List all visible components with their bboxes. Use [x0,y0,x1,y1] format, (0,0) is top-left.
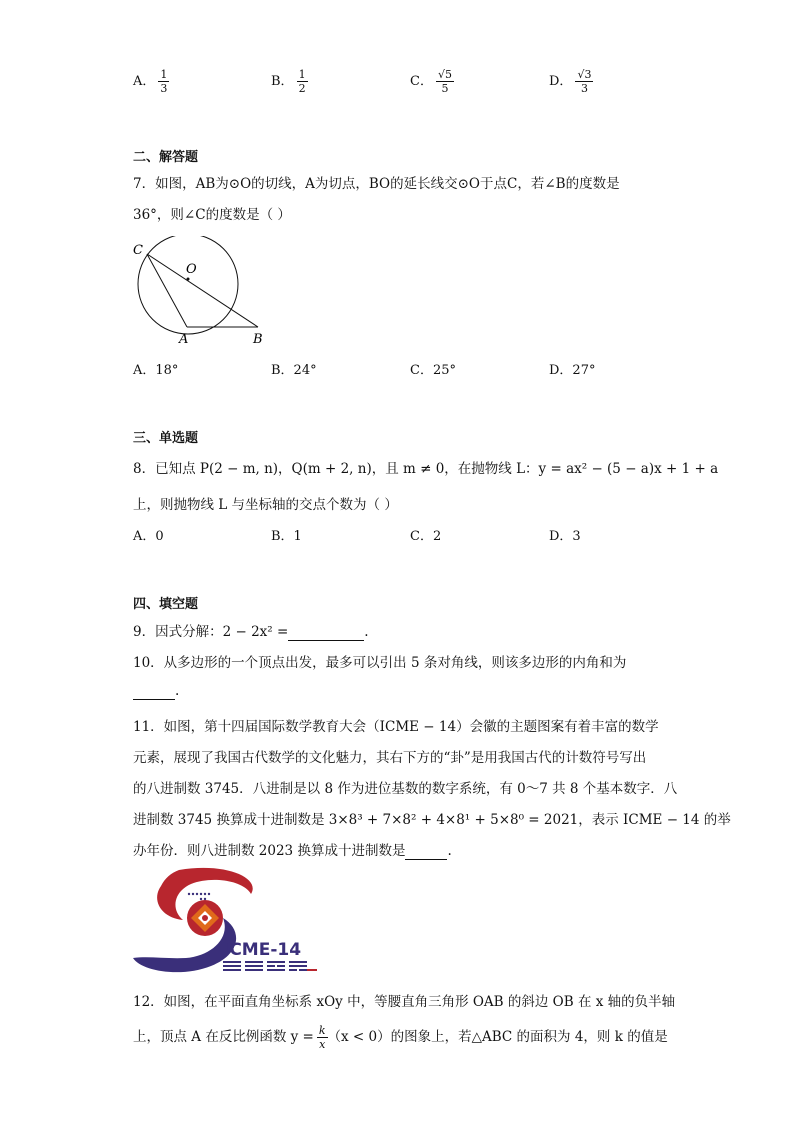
q7-option-c: C．25° [410,363,456,378]
q7-line-2: 36°，则∠C的度数是（ ） [133,207,291,223]
q8-line-1: 8．已知点 P(2 − m, n)，Q(m + 2, n)，且 m ≠ 0，在抛物线 L：y = ax² − (5 − a)x + 1 + a [133,461,719,477]
q11-line-2: 元素，展现了我国古代数学的文化魅力，其右下方的“卦”是用我国古代的计数符号写出 [133,750,647,766]
q10-answer-blank[interactable] [133,683,175,700]
label-b: B [253,332,263,347]
q11-line-5: 办年份．则八进制数 2023 换算成十进制数是 . [133,843,452,859]
q11-line-4: 进制数 3745 换算成十进制数是 3×8³ + 7×8² + 4×8¹ + 5×8⁰ = 2021，表示 ICME − 14 的举 [133,812,731,828]
q11-line-3: 的八进制数 3745．八进制是以 8 作为进位基数的数字系统，有 0～7 共 8 个基本数字．八 [133,781,678,797]
q8-option-a: A．0 [133,529,164,544]
label-a: A [179,332,189,347]
q8-line-2: 上，则抛物线 L 与坐标轴的交点个数为（ ） [133,497,398,513]
q6-option-c: C． $\frac{√5}{5}$ [410,68,452,95]
section-title-2: 二、解答题 [133,150,199,165]
line-cb [147,254,258,327]
q7-circle-figure [128,236,268,348]
q6-option-b: B． $\frac{1}{2}$ [271,68,306,95]
icme-14-logo [131,866,321,976]
q7-option-d: D．27° [549,363,596,378]
q8-option-b: B．1 [271,529,302,544]
section-title-3: 三、单选题 [133,431,199,446]
logo-red-rod [307,969,317,971]
q8-option-c: C．2 [410,529,442,544]
q10-line-1: 10．从多边形的一个顶点出发，最多可以引出 5 条对角线，则该多边形的内角和为 [133,655,627,671]
q7-option-b: B．24° [271,363,317,378]
q7-line-1: 7．如图，AB为⊙O的切线，A为切点，BO的延长线交⊙O于点C，若∠B的度数是 [133,176,620,192]
label-c: C [133,243,143,258]
circle-o [138,236,238,334]
q12-line-2: 上，顶点 A 在反比例函数 y = $\frac{k}{x}$ （x < 0）的图象上，若△ABC 的面积为 4，则 k 的值是 [133,1024,668,1051]
q9-line: 9．因式分解：2 − 2x² = . [133,624,369,640]
q9-answer-blank[interactable] [288,624,364,641]
line-ca [147,254,187,327]
logo-dots [188,893,210,900]
q12-line-1: 12．如图，在平面直角坐标系 xOy 中，等腰直角三角形 OAB 的斜边 OB 在 x 轴的负半轴 [133,994,676,1010]
q8-option-d: D．3 [549,529,581,544]
label-o: O [186,262,197,277]
logo-counting-rods [223,961,307,971]
q11-line-1: 11．如图，第十四届国际数学教育大会（ICME − 14）会徽的主题图案有着丰富的数学 [133,719,659,735]
section-title-4: 四、填空题 [133,597,199,612]
q11-answer-blank[interactable] [405,843,447,860]
q6-option-a: A． $\frac{1}{3}$ [133,68,168,95]
logo-text: ICME-14 [223,940,302,960]
q6-option-d: D． $\frac{√3}{3}$ [549,68,592,95]
q7-option-a: A．18° [133,363,179,378]
logo-center-dot [202,915,208,921]
center-point [187,278,190,281]
q10-line-2: . [133,683,179,700]
